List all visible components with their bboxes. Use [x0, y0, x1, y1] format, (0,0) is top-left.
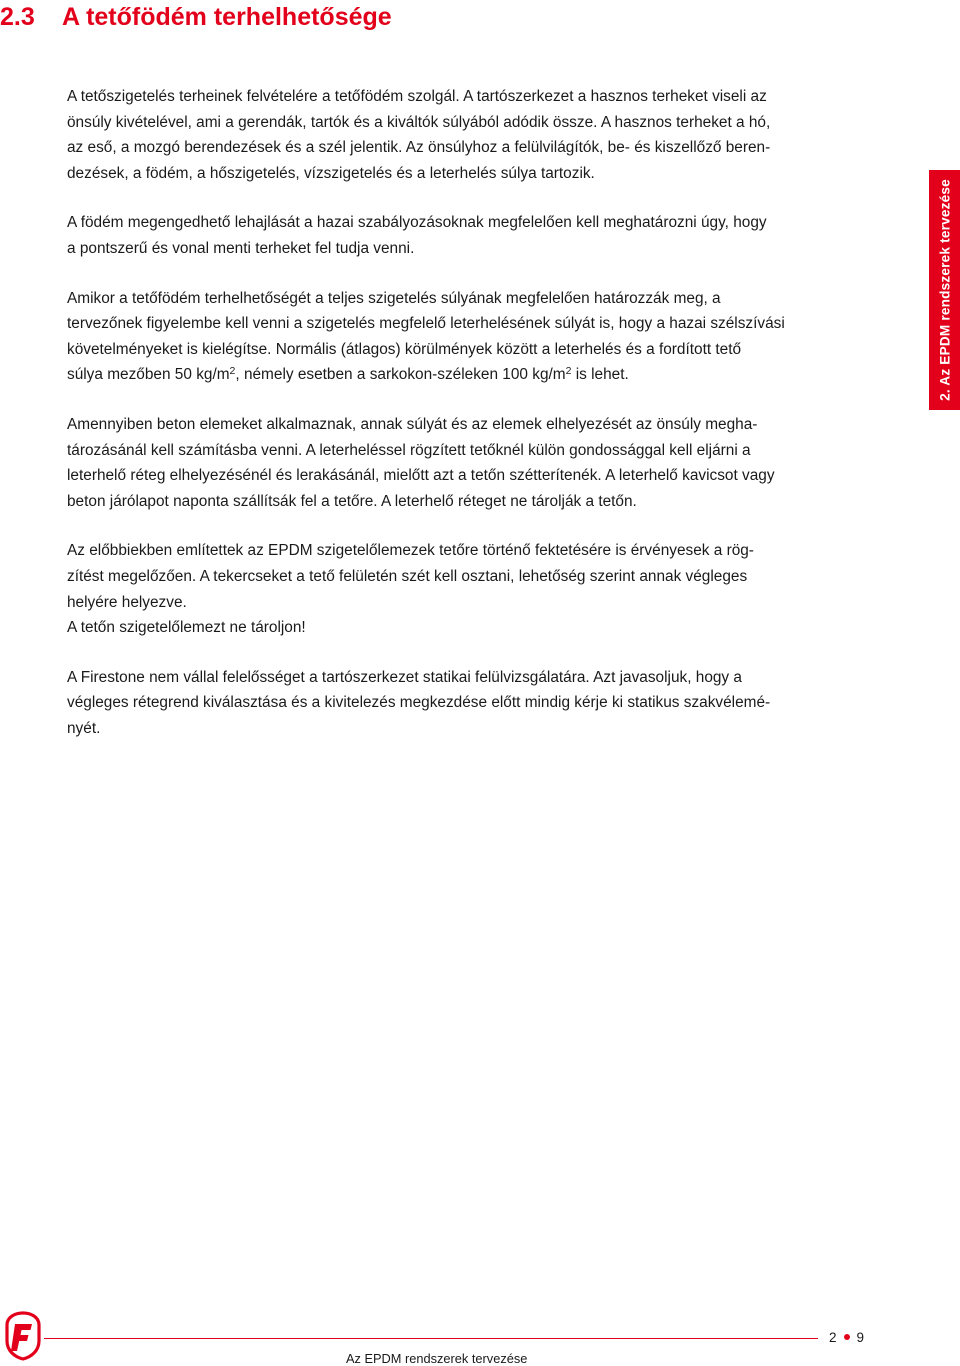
page-number-page: 9 [856, 1330, 865, 1345]
text-line: helyére helyezve. [67, 593, 187, 611]
text-line: A födém megengedhető lehajlását a hazai szabályozásoknak megfelelően kell meghatározni úgy, hogy [67, 214, 767, 232]
text-line: A Firestone nem vállal felelősséget a tartószerkezet statikai felülvizsgálatára. Azt javasoljuk, hogy a [67, 668, 742, 686]
text-line: Amikor a tetőfödém terhelhetőségét a teljes szigetelés súlyának megfelelően határozzák meg, a [67, 289, 721, 307]
text-line: zítést megelőzően. A tekercseket a tető felületén szét kell osztani, lehetőség szerint annak végleges [67, 567, 748, 585]
superscript: 2 [565, 365, 572, 378]
text-line: A tetőn szigetelőlemezt ne tároljon! [67, 619, 306, 637]
text-line: nyét. [67, 719, 101, 737]
paragraph-5 [67, 538, 829, 640]
text-line: dezések, a födém, a hőszigetelés, vízszigetelés és a leterhelés súlya tartozik. [67, 164, 595, 182]
text-line: az eső, a mozgó berendezések és a szél jelentik. Az önsúlyhoz a felülvilágítók, be- és kiszellőző beren- [67, 139, 771, 157]
paragraph-6 [67, 665, 829, 742]
paragraph-1 [67, 84, 829, 186]
text-line: leterhelő réteg elhelyezésénél és lerakásánál, mielőtt azt a tetőn szétterítenék. A leterhelő kavicsot vagy [67, 467, 775, 485]
text-line: a pontszerű és vonal menti terheket fel tudja venni. [67, 239, 415, 257]
text-line: beton járólapot naponta szállítsák fel a tetőre. A leterhelő réteget ne tárolják a tetőn. [67, 492, 637, 510]
chapter-side-tab [929, 170, 960, 410]
section-number: 2.3 [0, 3, 35, 31]
section-heading [0, 2, 392, 32]
paragraph-3 [67, 286, 829, 388]
paragraph-4 [67, 412, 829, 514]
text-line: tározásánál kell számításba venni. A leterheléssel rögzített tetőknél külön gondossággal kell eljárni a [67, 441, 751, 459]
chapter-side-tab-label: 2. Az EPDM rendszerek tervezése [937, 179, 952, 401]
text-line: önsúly kivételével, ami a gerendák, tartók és a kiváltók súlyából adódik össze. A hasznos terheket a hó, [67, 113, 771, 131]
firestone-logo-graphic [4, 1311, 42, 1361]
page-number-chapter: 2 [829, 1330, 837, 1345]
footer-title: Az EPDM rendszerek tervezése [346, 1351, 528, 1366]
text-fragment: , némely esetben a sarkokon-széleken 100 kg/m [235, 366, 566, 384]
text-line: Amennyiben beton elemeket alkalmaznak, annak súlyát és az elemek elhelyezését az önsúly megha- [67, 415, 758, 433]
section-title: A tetőfödém terhelhetősége [62, 3, 392, 31]
firestone-logo-icon [4, 1311, 42, 1361]
footer-rule [44, 1338, 818, 1339]
text-line: A tetőszigetelés terheinek felvételére a tetőfödém szolgál. A tartószerkezet a hasznos terheket viseli az [67, 88, 767, 105]
paragraph-2 [67, 210, 829, 261]
text-line: követelményeket is kielégítse. Normális (átlagos) körülmények között a leterhelés és a fordított tető [67, 340, 742, 358]
text-fragment: súlya mezőben 50 kg/m [67, 366, 230, 384]
page-number [829, 1330, 864, 1345]
text-line: Az előbbiekben említettek az EPDM szigetelőlemezek tetőre történő fektetésére is érvényesek a rög- [67, 542, 754, 560]
text-line [67, 362, 829, 388]
text-line: tervezőnek figyelembe kell venni a szigetelés megfelelő leterhelésének súlyát is, hogy a hazai szélszívási [67, 315, 785, 333]
superscript: 2 [229, 365, 236, 378]
text-line: végleges rétegrend kiválasztása és a kivitelezés megkezdése előtt mindig kérje ki statikus szakvélemé- [67, 694, 771, 712]
text-fragment: is lehet. [571, 366, 629, 384]
body-text [67, 84, 829, 765]
page-number-dot-icon [844, 1334, 850, 1340]
